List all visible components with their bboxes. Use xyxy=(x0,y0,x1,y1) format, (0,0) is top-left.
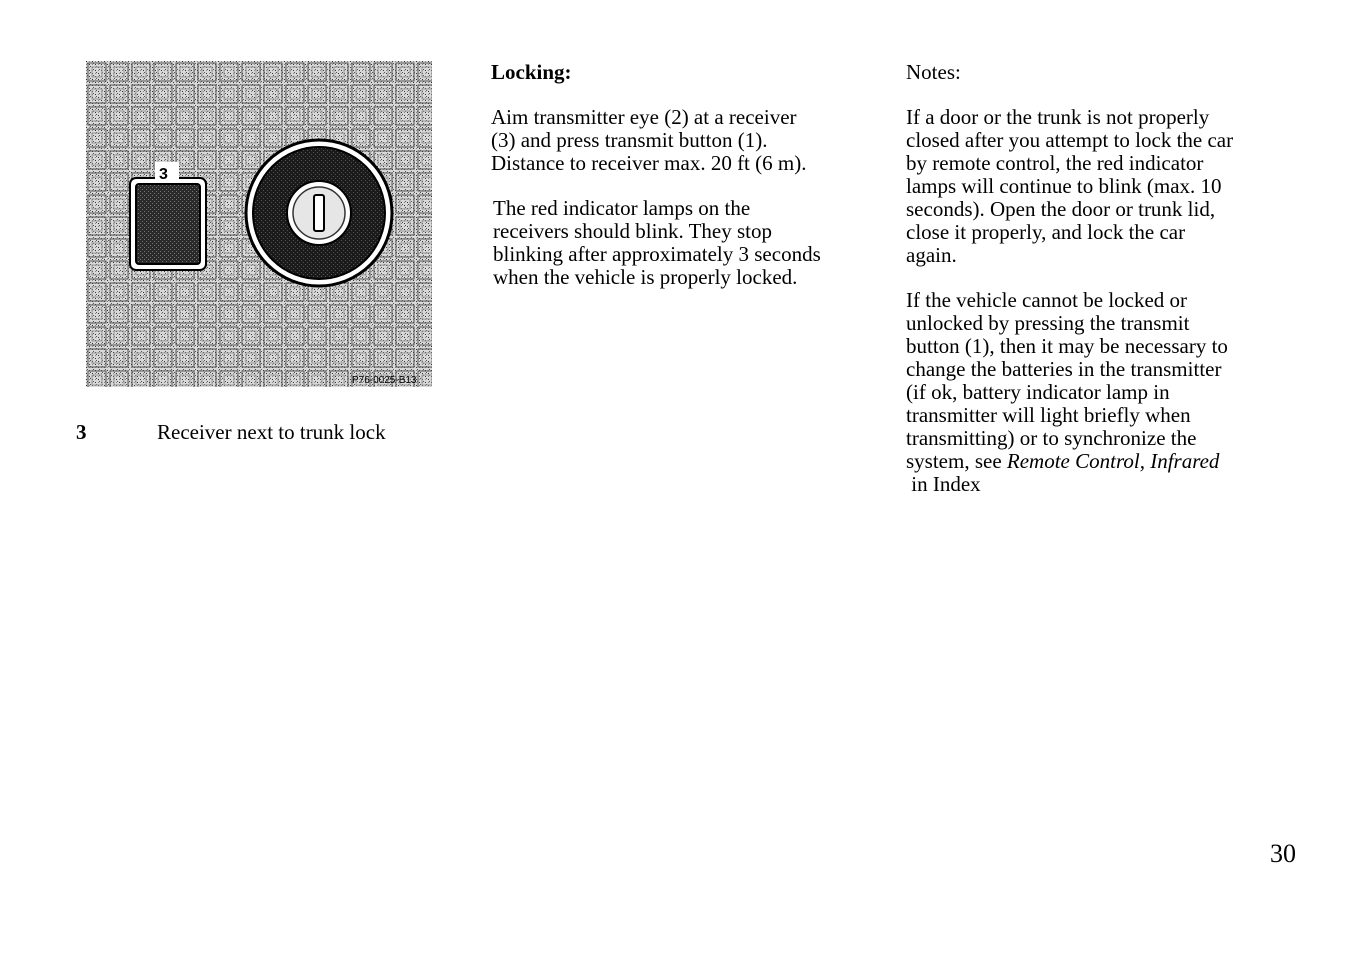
locking-para1-line: (3) and press transmit button (1). xyxy=(491,128,768,152)
locking-para2-line: blinking after approximately 3 seconds xyxy=(493,242,821,266)
notes-para2-line: button (1), then it may be necessary to xyxy=(906,334,1228,358)
notes-para2-line xyxy=(906,450,1276,473)
notes-plain-text: system, see xyxy=(906,449,1007,473)
svg-text:3: 3 xyxy=(159,166,168,183)
locking-para1-line: Distance to receiver max. 20 ft (6 m). xyxy=(491,151,807,175)
notes-para2-line: unlocked by pressing the transmit xyxy=(906,311,1190,335)
figure-code: P76-0025-B13 xyxy=(352,375,417,386)
notes-para2-line: transmitting) or to synchronize the xyxy=(906,426,1197,450)
notes-para1-line: seconds). Open the door or trunk lid, xyxy=(906,197,1216,221)
page-number: 30 xyxy=(1270,839,1296,868)
notes-para1-line: by remote control, the red indicator xyxy=(906,151,1204,175)
locking-para2-line: The red indicator lamps on the xyxy=(493,196,751,220)
receiver-figure xyxy=(86,61,432,387)
notes-para2-end: in Index xyxy=(906,472,981,496)
locking-heading: Locking: xyxy=(491,60,572,84)
notes-para1-line: closed after you attempt to lock the car xyxy=(906,128,1234,152)
notes-para2-line: change the batteries in the transmitter xyxy=(906,357,1222,381)
caption-number: 3 xyxy=(76,420,87,444)
notes-para1-line: close it properly, and lock the car xyxy=(906,220,1186,244)
locking-section xyxy=(491,61,861,289)
receiver-icon xyxy=(130,162,206,270)
notes-para2-line: (if ok, battery indicator lamp in xyxy=(906,380,1170,404)
notes-para1-line: If a door or the trunk is not properly xyxy=(906,105,1210,129)
trunk-lock-icon xyxy=(246,140,392,286)
locking-para2-line: receivers should blink. They stop xyxy=(493,219,772,243)
locking-para2-line: when the vehicle is properly locked. xyxy=(493,265,798,289)
notes-para2-line: If the vehicle cannot be locked or xyxy=(906,288,1188,312)
notes-heading: Notes: xyxy=(906,60,961,84)
notes-para1-line: again. xyxy=(906,243,957,267)
notes-section xyxy=(906,61,1276,496)
caption-text: Receiver next to trunk lock xyxy=(157,420,386,444)
notes-para1-line: lamps will continue to blink (max. 10 xyxy=(906,174,1222,198)
index-reference: Remote Control, Infrared xyxy=(1006,449,1220,473)
notes-para2-line: transmitter will light briefly when xyxy=(906,403,1191,427)
locking-para1-line: Aim transmitter eye (2) at a receiver xyxy=(491,105,797,129)
